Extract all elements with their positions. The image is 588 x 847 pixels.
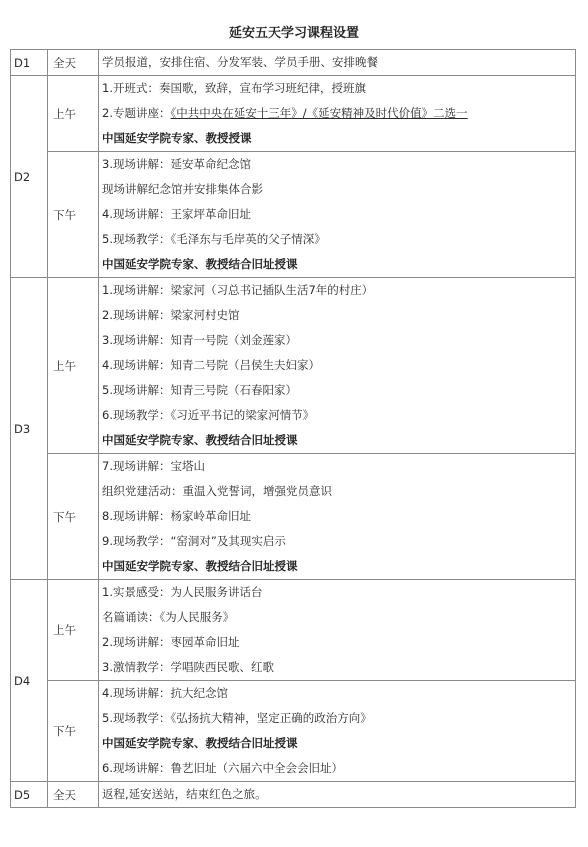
content-cell xyxy=(99,152,576,278)
content-line: 3.现场讲解：延安革命纪念馆 xyxy=(102,157,251,171)
table-row xyxy=(11,76,576,152)
period-cell: 上午 xyxy=(48,76,99,152)
period-cell: 下午 xyxy=(48,152,99,278)
content-line: 6.现场教学：《习近平书记的梁家河情节》 xyxy=(102,408,315,422)
content-line: 4.现场讲解：抗大纪念馆 xyxy=(102,686,228,700)
content-line: 组织党建活动：重温入党誓词，增强党员意识 xyxy=(102,484,332,498)
content-line: 1.开班式：奏国歌，致辞，宣布学习班纪律，授班旗 xyxy=(102,81,366,95)
content-cell xyxy=(99,580,576,681)
period-cell: 下午 xyxy=(48,454,99,580)
period-cell: 下午 xyxy=(48,681,99,782)
day-cell: D2 xyxy=(11,76,48,278)
day-cell: D1 xyxy=(11,50,48,76)
table-row xyxy=(11,782,576,808)
content-line: 返程,延安送站，结束红色之旅。 xyxy=(102,787,267,801)
content-line xyxy=(102,101,575,126)
content-line: 1.现场讲解：梁家河（习总书记插队生活7年的村庄） xyxy=(102,283,374,297)
content-line: 3.现场讲解：知青一号院（刘金莲家） xyxy=(102,333,297,347)
content-line: 5.现场教学：《毛泽东与毛岸英的父子情深》 xyxy=(102,232,326,246)
content-line: 名篇诵读：《为人民服务》 xyxy=(102,610,235,624)
content-line: 学员报道，安排住宿、分发军装、学员手册、安排晚餐 xyxy=(102,55,378,69)
content-line: 2.现场讲解：枣园革命旧址 xyxy=(102,635,240,649)
content-line-prefix: 2.专题讲座： xyxy=(102,106,171,120)
content-line: 3.激情教学：学唱陕西民歌、红歌 xyxy=(102,660,274,674)
content-cell xyxy=(99,681,576,782)
day-cell: D5 xyxy=(11,782,48,808)
content-line: 9.现场教学：“窑洞对”及其现实启示 xyxy=(102,534,286,548)
table-row xyxy=(11,152,576,278)
content-line: 1.实景感受：为人民服务讲话台 xyxy=(102,585,263,599)
table-row xyxy=(11,278,576,454)
content-cell xyxy=(99,278,576,454)
content-line-instructor: 中国延安学院专家、教授结合旧址授课 xyxy=(102,433,298,447)
period-cell: 上午 xyxy=(48,580,99,681)
content-line: 7.现场讲解：宝塔山 xyxy=(102,459,205,473)
content-cell xyxy=(99,454,576,580)
content-cell xyxy=(99,782,576,808)
content-line: 5.现场教学：《弘扬抗大精神，坚定正确的政治方向》 xyxy=(102,711,372,725)
content-line-instructor: 中国延安学院专家、教授授课 xyxy=(102,131,252,145)
day-cell: D4 xyxy=(11,580,48,782)
content-line-instructor: 中国延安学院专家、教授结合旧址授课 xyxy=(102,257,298,271)
content-line-instructor: 中国延安学院专家、教授结合旧址授课 xyxy=(102,559,298,573)
content-line: 4.现场讲解：知青二号院（吕侯生夫妇家） xyxy=(102,358,320,372)
period-cell: 全天 xyxy=(48,782,99,808)
content-line: 5.现场讲解：知青三号院（石春阳家） xyxy=(102,383,297,397)
content-line: 6.现场讲解：鲁艺旧址（六届六中全会会旧址） xyxy=(102,761,343,775)
table-row xyxy=(11,454,576,580)
course-schedule-table xyxy=(10,49,576,808)
table-row xyxy=(11,580,576,681)
page-title: 延安五天学习课程设置 xyxy=(228,26,359,41)
content-line: 2.现场讲解：梁家河村史馆 xyxy=(102,308,240,322)
table-row xyxy=(11,50,576,76)
day-cell: D3 xyxy=(11,278,48,580)
content-line: 4.现场讲解：王家坪革命旧址 xyxy=(102,207,251,221)
content-cell xyxy=(99,50,576,76)
content-line: 8.现场讲解：杨家岭革命旧址 xyxy=(102,509,251,523)
period-cell: 上午 xyxy=(48,278,99,454)
table-row xyxy=(11,681,576,782)
content-line: 现场讲解纪念馆并安排集体合影 xyxy=(102,182,263,196)
content-line-instructor: 中国延安学院专家、教授结合旧址授课 xyxy=(102,736,298,750)
lecture-options-text: 《中共中央在延安十三年》/《延安精神及时代价值》二选一 xyxy=(170,106,468,120)
content-cell xyxy=(99,76,576,152)
period-cell: 全天 xyxy=(48,50,99,76)
